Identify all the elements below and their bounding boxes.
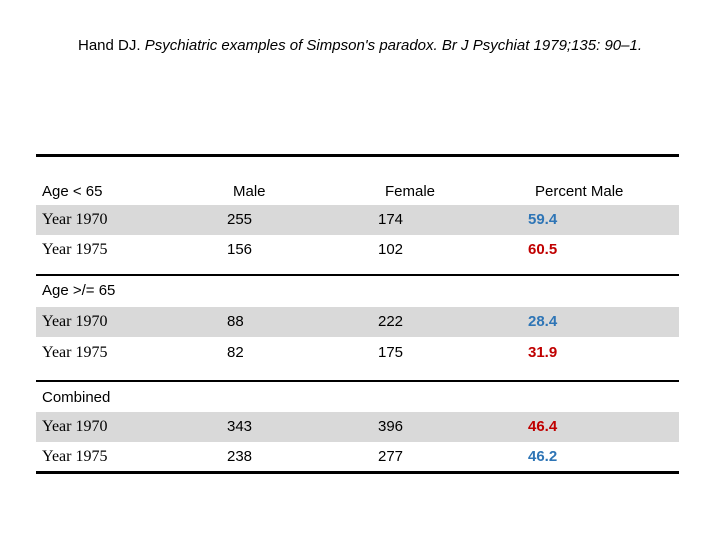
header-male: Male [233, 183, 266, 200]
row-female: 175 [378, 344, 404, 361]
table-top-rule [36, 154, 679, 157]
row-female: 277 [378, 448, 404, 465]
row-female: 222 [378, 313, 404, 330]
row-male: 238 [227, 448, 253, 465]
row-percent-male: 59.4 [528, 211, 558, 228]
row-year: Year 1975 [42, 241, 108, 258]
row-percent-male: 31.9 [528, 344, 558, 361]
table-row [36, 338, 679, 368]
citation-author: Hand DJ. [78, 37, 145, 54]
row-male: 156 [227, 241, 253, 258]
section-divider [36, 274, 679, 276]
section-divider [36, 380, 679, 382]
row-male: 82 [227, 344, 244, 361]
section-label-combined: Combined [42, 389, 111, 406]
row-year: Year 1975 [42, 448, 108, 465]
row-male: 88 [227, 313, 244, 330]
table-bottom-rule [36, 471, 679, 474]
row-year: Year 1970 [42, 313, 108, 330]
row-female: 174 [378, 211, 404, 228]
citation-title: Psychiatric examples of Simpson's paradox. Br J Psychiat 1979;135: 90–1. [144, 37, 642, 54]
row-male: 343 [227, 418, 253, 435]
row-year: Year 1970 [42, 211, 108, 228]
header-percent-male: Percent Male [535, 183, 624, 200]
row-percent-male: 46.2 [528, 448, 558, 465]
row-year: Year 1970 [42, 418, 108, 435]
row-female: 102 [378, 241, 404, 258]
table-row [36, 307, 679, 337]
table-row [36, 442, 679, 472]
section-label-age-65-plus: Age >/= 65 [42, 282, 116, 299]
table-row [36, 205, 679, 235]
row-percent-male: 60.5 [528, 241, 558, 258]
row-percent-male: 46.4 [528, 418, 558, 435]
row-percent-male: 28.4 [528, 313, 558, 330]
row-male: 255 [227, 211, 253, 228]
header-female: Female [385, 183, 436, 200]
citation [0, 37, 720, 55]
row-female: 396 [378, 418, 404, 435]
header-age-group: Age < 65 [42, 183, 103, 200]
row-year: Year 1975 [42, 344, 108, 361]
table-row [36, 235, 679, 265]
table-row [36, 412, 679, 442]
